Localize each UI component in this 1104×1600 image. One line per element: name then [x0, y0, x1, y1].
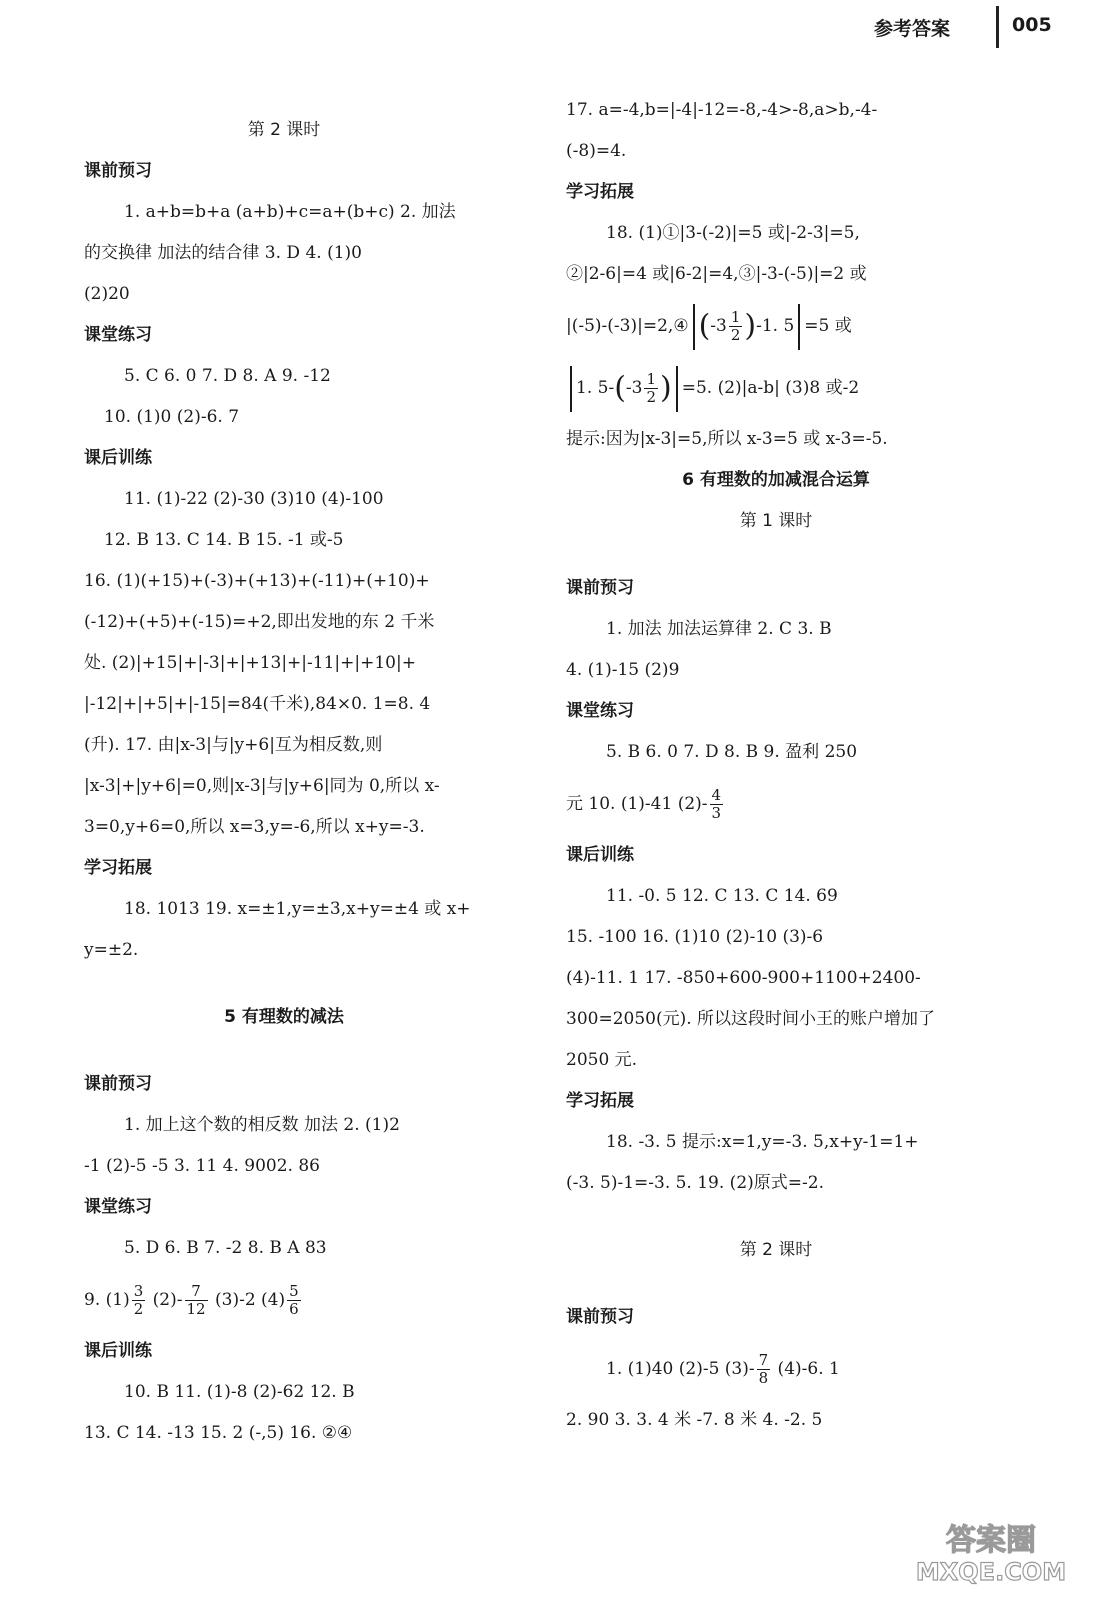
answer-line: 的交换律 加法的结合律 3. D 4. (1)0: [84, 243, 362, 263]
section-title: 课前预习: [84, 1074, 152, 1094]
answer-line: 1. 加法 加法运算律 2. C 3. B: [606, 619, 832, 639]
fraction-denominator: 6: [289, 1300, 299, 1318]
answer-line: 5. C 6. 0 7. D 8. A 9. -12: [124, 366, 331, 386]
answer-line: 1. a+b=b+a (a+b)+c=a+(b+c) 2. 加法: [124, 202, 456, 222]
fraction-denominator: 2: [646, 388, 657, 406]
answer-line: 5. D 6. B 7. -2 8. B A 83: [124, 1238, 327, 1258]
fraction: [287, 1283, 301, 1319]
lesson-title: 第 1 课时: [739, 511, 813, 531]
spacer: [84, 1038, 524, 1064]
fraction-denominator: 2: [133, 1300, 144, 1318]
answer-line: (4)-11. 1 17. -850+600-900+1100+2400-: [566, 968, 921, 988]
fraction-denominator: 2: [730, 326, 741, 344]
section-title: 课前预习: [84, 161, 152, 181]
answer-text: 9. (1): [84, 1290, 130, 1310]
answer-line: (2)20: [84, 284, 130, 304]
answer-text: -1. 5: [756, 316, 795, 336]
answer-line: 13. C 14. -13 15. 2 (-,5) 16. ②④: [84, 1423, 353, 1443]
fraction-numerator: 7: [758, 1350, 769, 1369]
answer-line: 4. (1)-15 (2)9: [566, 660, 680, 680]
paren-close: ): [660, 370, 672, 406]
section-title: 课堂练习: [566, 701, 634, 721]
section-title: 课后训练: [84, 448, 152, 468]
answer-text: =5. (2)|a-b| (3)8 或-2: [681, 378, 860, 398]
fraction-denominator: 8: [758, 1369, 769, 1387]
section-title: 课后训练: [84, 1341, 152, 1361]
answer-line-abs-fraction: [566, 295, 996, 357]
section-title: 学习拓展: [84, 858, 152, 878]
fraction-numerator: 7: [185, 1283, 208, 1301]
answer-line-fractions: [566, 773, 996, 835]
answer-line: 1. 加上这个数的相反数 加法 2. (1)2: [124, 1115, 400, 1135]
fraction-numerator: 4: [711, 785, 722, 804]
watermark-logo: [896, 1516, 1086, 1586]
answer-line: 15. -100 16. (1)10 (2)-10 (3)-6: [566, 927, 824, 947]
answer-line: 16. (1)(+15)+(-3)+(+13)+(-11)+(+10)+: [84, 571, 430, 591]
answer-line-fractions: [84, 1269, 524, 1331]
fraction-numerator: 5: [289, 1281, 299, 1300]
header-title: 参考答案: [874, 18, 951, 40]
chapter-title: 6 有理数的加减混合运算: [682, 470, 870, 490]
fraction-denominator: 3: [711, 804, 722, 822]
answer-text: =5 或: [804, 316, 852, 336]
right-column: [566, 90, 996, 1441]
answer-line-abs-fraction: [566, 357, 996, 419]
answer-line: (-3. 5)-1=-3. 5. 19. (2)原式=-2.: [566, 1173, 824, 1193]
left-column: [84, 110, 524, 1454]
answer-line: 11. (1)-22 (2)-30 (3)10 (4)-100: [124, 489, 384, 509]
spacer: [566, 1271, 996, 1297]
answer-line: y=±2.: [84, 940, 139, 960]
section-title: 学习拓展: [566, 182, 634, 202]
fraction: [757, 1352, 771, 1388]
answer-line: 3=0,y+6=0,所以 x=3,y=-6,所以 x+y=-3.: [84, 817, 425, 837]
answer-text: -3: [625, 378, 643, 398]
answer-line: 12. B 13. C 14. B 15. -1 或-5: [104, 530, 344, 550]
abs-bar: [798, 304, 800, 350]
answer-line: 11. -0. 5 12. C 13. C 14. 69: [606, 886, 838, 906]
section-title: 课前预习: [566, 1307, 634, 1327]
fraction-denominator: 12: [186, 1300, 206, 1318]
answer-line: 2050 元.: [566, 1050, 638, 1070]
paren-open: (: [698, 308, 711, 344]
answer-text: (2)-: [147, 1290, 183, 1310]
section-title: 课前预习: [566, 578, 634, 598]
fraction: [132, 1283, 146, 1319]
spacer: [84, 971, 524, 997]
watermark-text: 答案圈: [946, 1523, 1036, 1558]
fraction: [729, 309, 743, 345]
section-title: 课堂练习: [84, 325, 152, 345]
answer-line: 18. 1013 19. x=±1,y=±3,x+y=±4 或 x+: [124, 899, 471, 919]
fraction: [710, 787, 724, 823]
abs-bar: [570, 366, 572, 412]
answer-line: |x-3|+|y+6|=0,则|x-3|与|y+6|同为 0,所以 x-: [84, 776, 440, 796]
lesson-title: 第 2 课时: [739, 1240, 813, 1260]
answer-line: 2. 90 3. 3. 4 米 -7. 8 米 4. -2. 5: [566, 1410, 823, 1430]
answer-text: |(-5)-(-3)|=2,④: [566, 316, 689, 336]
answer-text: 元 10. (1)-41 (2)-: [566, 794, 708, 814]
spacer: [566, 542, 996, 568]
answer-line: ②|2-6|=4 或|6-2|=4,③|-3-(-5)|=2 或: [566, 264, 867, 284]
answer-line: 10. B 11. (1)-8 (2)-62 12. B: [124, 1382, 355, 1402]
spacer: [566, 1204, 996, 1230]
paren-close: ): [744, 308, 757, 344]
fraction-numerator: 1: [646, 369, 657, 388]
answer-line: (-12)+(+5)+(-15)=+2,即出发地的东 2 千米: [84, 612, 435, 632]
answer-text: -3: [710, 316, 727, 336]
answer-line: 18. -3. 5 提示:x=1,y=-3. 5,x+y-1=1+: [606, 1132, 919, 1152]
header-divider: [996, 6, 999, 48]
answer-text: 1. (1)40 (2)-5 (3)-: [606, 1359, 755, 1379]
fraction-numerator: 3: [133, 1281, 144, 1300]
fraction-numerator: 1: [730, 307, 741, 326]
answer-text: 1. 5-: [576, 378, 615, 398]
watermark-text: MXQE.COM: [915, 1558, 1067, 1586]
fraction: [185, 1283, 208, 1319]
abs-bar: [676, 366, 678, 412]
answer-line: 18. (1)①|3-(-2)|=5 或|-2-3|=5,: [606, 223, 860, 243]
chapter-title: 5 有理数的减法: [224, 1007, 344, 1027]
answer-line: |-12|+|+5|+|-15|=84(千米),84×0. 1=8. 4: [84, 694, 431, 714]
answer-line: 10. (1)0 (2)-6. 7: [104, 407, 240, 427]
answer-line-fractions: [566, 1338, 996, 1400]
lesson-title: 第 2 课时: [247, 120, 321, 140]
section-title: 课堂练习: [84, 1197, 152, 1217]
hint-line: 提示:因为|x-3|=5,所以 x-3=5 或 x-3=-5.: [566, 429, 888, 449]
answer-line: (-8)=4.: [566, 141, 627, 161]
answer-line: 300=2050(元). 所以这段时间小王的账户增加了: [566, 1009, 936, 1029]
page-number: 005: [1012, 14, 1052, 36]
section-title: 课后训练: [566, 845, 634, 865]
answer-line: 5. B 6. 0 7. D 8. B 9. 盈利 250: [606, 742, 858, 762]
answer-text: (4)-6. 1: [772, 1359, 840, 1379]
answer-line: -1 (2)-5 -5 3. 11 4. 9002. 86: [84, 1156, 320, 1176]
fraction: [644, 371, 658, 407]
answer-line: (升). 17. 由|x-3|与|y+6|互为相反数,则: [84, 735, 383, 755]
answer-line: 处. (2)|+15|+|-3|+|+13|+|-11|+|+10|+: [84, 653, 416, 673]
answer-line: 17. a=-4,b=|-4|-12=-8,-4>-8,a>b,-4-: [566, 100, 878, 120]
answer-text: (3)-2 (4): [209, 1290, 286, 1310]
abs-bar: [693, 304, 695, 350]
section-title: 学习拓展: [566, 1091, 634, 1111]
paren-open: (: [614, 370, 626, 406]
